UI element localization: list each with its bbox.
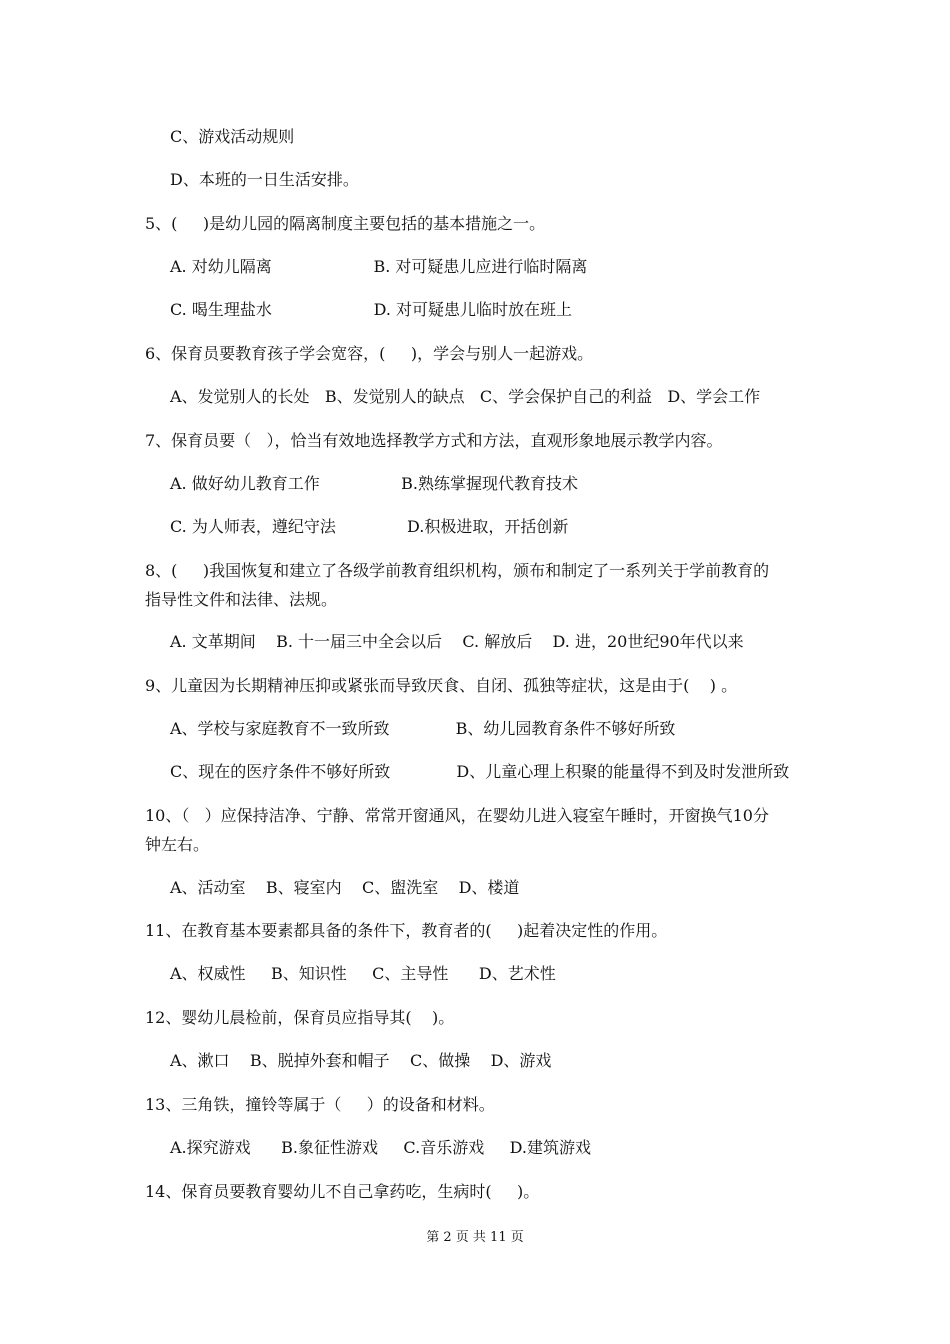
option-line: A、漱口 B、脱掉外套和帽子 C、做操 D、游戏 <box>170 1051 552 1070</box>
question-line: 14、保育员要教育婴幼儿不自己拿药吃，生病时( )。 <box>145 1182 540 1201</box>
page-number-footer: 第 2 页 共 11 页 <box>426 1230 524 1245</box>
option-line: A、发觉别人的长处 B、发觉别人的缺点 C、学会保护自己的利益 D、学会工作 <box>170 387 761 406</box>
option-line: A、权威性 B、知识性 C、主导性 D、艺术性 <box>170 964 556 983</box>
option-line: A. 文革期间 B. 十一届三中全会以后 C. 解放后 D. 进，20世纪90年代以来 <box>170 632 744 651</box>
question-line: 10、（ ）应保持洁净、宁静、常常开窗通风，在婴幼儿进入寝室午睡时，开窗换气10分 <box>145 806 769 825</box>
option-line: C、游戏活动规则 <box>170 127 295 146</box>
question-line: 12、婴幼儿晨检前，保育员应指导其( )。 <box>145 1008 455 1027</box>
question-line: 11、在教育基本要素都具备的条件下，教育者的( )起着决定性的作用。 <box>145 921 668 940</box>
option-line: A、活动室 B、寝室内 C、盥洗室 D、楼道 <box>170 878 520 897</box>
option-line: C. 喝生理盐水 D. 对可疑患儿临时放在班上 <box>170 300 572 319</box>
question-line: 13、三角铁，撞铃等属于（ ）的设备和材料。 <box>145 1095 495 1114</box>
option-line: D、本班的一日生活安排。 <box>170 170 359 189</box>
option-line: A、学校与家庭教育不一致所致 B、幼儿园教育条件不够好所致 <box>170 719 676 738</box>
question-line-continued: 指导性文件和法律、法规。 <box>145 590 338 609</box>
question-line: 9、儿童因为长期精神压抑或紧张而导致厌食、自闭、孤独等症状，这是由于( ) 。 <box>145 676 738 695</box>
option-line: C. 为人师表，遵纪守法 D.积极进取，开括创新 <box>170 517 569 536</box>
option-line: A.探究游戏 B.象征性游戏 C.音乐游戏 D.建筑游戏 <box>170 1138 591 1157</box>
question-line: 7、保育员要（ ），恰当有效地选择教学方式和方法，直观形象地展示教学内容。 <box>145 431 723 450</box>
question-line: 5、( )是幼儿园的隔离制度主要包括的基本措施之一。 <box>145 214 546 233</box>
option-line: A. 对幼儿隔离 B. 对可疑患儿应进行临时隔离 <box>170 257 588 276</box>
question-line: 8、( )我国恢复和建立了各级学前教育组织机构，颁布和制定了一系列关于学前教育的 <box>145 561 770 580</box>
question-line-continued: 钟左右。 <box>145 835 210 854</box>
question-line: 6、保育员要教育孩子学会宽容，( )，学会与别人一起游戏。 <box>145 344 594 363</box>
option-line: A. 做好幼儿教育工作 B.熟练掌握现代教育技术 <box>170 474 578 493</box>
option-line: C、现在的医疗条件不够好所致 D、儿童心理上积聚的能量得不到及时发泄所致 <box>170 762 790 781</box>
